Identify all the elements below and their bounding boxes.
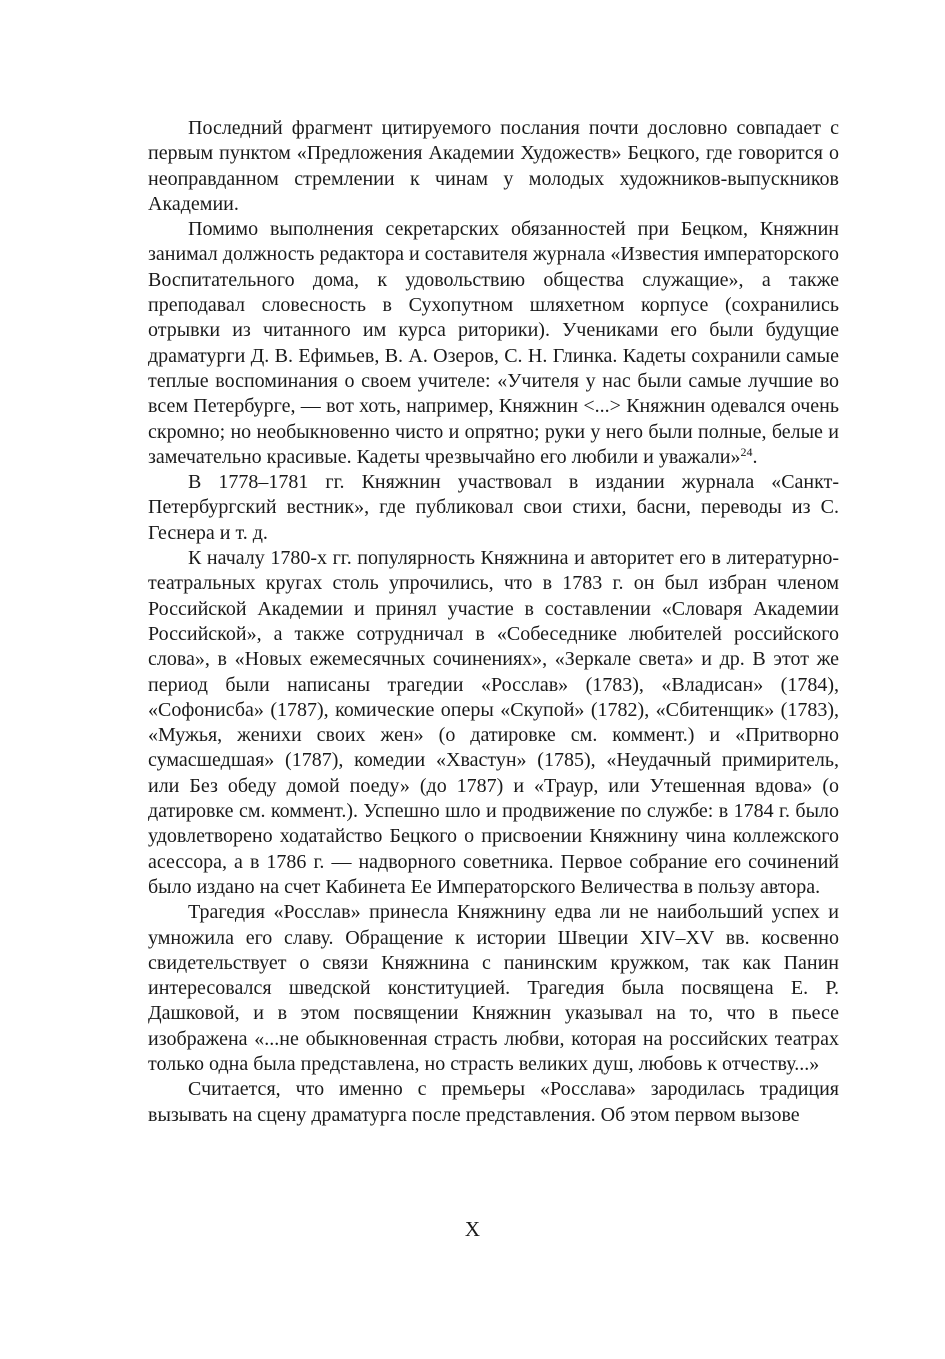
page-number: X — [464, 1217, 481, 1241]
paragraph-2-tail: . — [752, 445, 758, 468]
paragraph-6 — [148, 1077, 839, 1128]
paragraph-4-text: К началу 1780-х гг. популярность Княжнина и авторитет его в литературно-театральных кругах столь упрочились, что в 1783 г. он был избран членом Российской Академии и принял участие в составлении «Словаря Академии Российской», а также сотрудничал в «Собеседнике любителей российского слова», в «Новых ежемесячных сочинениях», «Зеркале света» и др. В этот же период были написаны трагедии «Росслав» (1783), «Владисан» (1784), «Софонисба» (1787), комические оперы «Скупой» (1782), «Сбитенщик» (1783), «Мужья, женихи своих жен» (о датировке см. коммент.) и «Притворно сумасшедшая» (1787), комедии «Хвастун» (1785), «Неудачный примиритель, или Без обеду домой поеду» (до 1787) и «Траур, или Утешенная вдова» (о датировке см. коммент.). Успешно шло и продвижение по службе: в 1784 г. было удовлетворено ходатайство Бецкого о присвоении Княжнину чина коллежского асессора, а в 1786 г. — надворного советника. Первое собрание его сочинений было издано на счет Кабинета Ее Императорского Величества в пользу автора. — [148, 547, 839, 898]
paragraph-1 — [148, 116, 839, 217]
paragraph-2 — [148, 217, 839, 470]
paragraph-2-text: Помимо выполнения секретарских обязанностей при Бецком, Княжнин занимал должность редактора и составителя журнала «Известия императорского Воспитательного дома, к удовольствию общества служащие», а также преподавал словесность в Сухопутном шляхетном корпусе (сохранились отрывки из читанного им курса риторики). Учениками его были будущие драматурги Д. В. Ефимьев, В. А. Озеров, С. Н. Глинка. Кадеты сохранили самые теплые воспоминания о своем учителе: «Учителя у нас были самые лучшие во всем Петербурге, — вот хоть, например, Княжнин <...> Княжнин одевался очень скромно; но необыкновенно чисто и опрятно; руки у него были полные, белые и замечательно красивые. Кадеты чрезвычайно его любили и уважали» — [148, 218, 839, 468]
page-body — [148, 116, 839, 1128]
paragraph-3 — [148, 470, 839, 546]
paragraph-3-text: В 1778–1781 гг. Княжнин участвовал в издании журнала «Санкт-Петербургский вестник», где публиковал свои стихи, басни, переводы из С. Геснера и т. д. — [148, 471, 839, 544]
paragraph-6-text: Считается, что именно с премьеры «Росслава» зародилась традиция вызывать на сцену драматурга после представления. Об этом первом вызове — [148, 1078, 839, 1126]
paragraph-5 — [148, 900, 839, 1077]
paragraph-4 — [148, 546, 839, 900]
paragraph-1-text: Последний фрагмент цитируемого послания почти дословно совпадает с первым пунктом «Предложения Академии Художеств» Бецкого, где говорится о неоправданном стремлении к чинам у молодых художников-выпускников Академии. — [148, 117, 839, 215]
paragraph-5-text: Трагедия «Росслав» принесла Княжнину едва ли не наибольший успех и умножила его славу. Обращение к истории Швеции XIV–XV вв. косвенно свидетельствует о связи Княжнина с панинским кружком, так как Панин интересовался шведской конституцией. Трагедия была посвящена Е. Р. Дашковой, и в этом посвящении Княжнин указывал на то, что в пьесе изображена «...не обыкновенная страсть любви, которая на российских театрах только одна была представлена, но страсть великих душ, любовь к отчеству...» — [148, 901, 839, 1075]
footnote-marker[interactable]: 24 — [740, 444, 753, 459]
